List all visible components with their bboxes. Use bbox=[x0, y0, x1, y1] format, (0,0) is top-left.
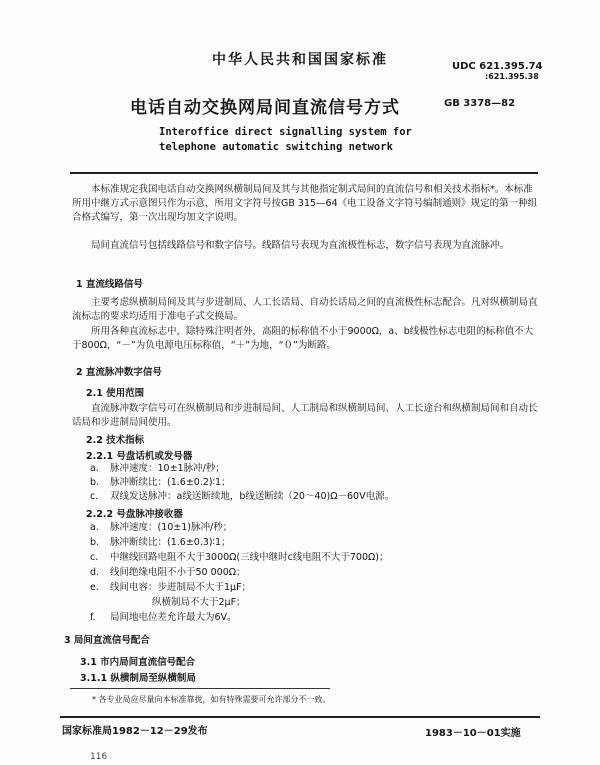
intro-paragraph-2: 局间直流信号包括线路信号和数字信号。线路信号表现为直流极性标志，数字信号表现为直流脉冲。 bbox=[91, 240, 510, 251]
list-item: e. 线间电容：步进制局不大于1μF； bbox=[90, 582, 252, 593]
pulse-receiver-list bbox=[90, 520, 530, 625]
list-item: c. 中继线回路电阻不大于3000Ω(三线中继时c线电阻不大于700Ω)； bbox=[90, 552, 389, 563]
english-title-line-2: telephone automatic switching network bbox=[159, 141, 393, 153]
document-title: 电话自动交换网局间直流信号方式 bbox=[130, 98, 400, 118]
english-title-line-1: Interoffice direct signalling system for bbox=[159, 126, 412, 138]
gb-code: GB 3378—82 bbox=[444, 98, 516, 109]
page-number: 116 bbox=[90, 752, 108, 762]
section-1-paragraph-1: 主要考虑纵横制局间及其与步进制局、人工长话局、自动长话局之间的直流极性标志配合。凡对纵横制局直流标志的要求均适用于准电子式交换局。 bbox=[72, 297, 538, 322]
list-item: b. 脉冲断续比：(1.6±0.2)∶1； bbox=[90, 477, 231, 488]
list-item: 纵横制局不大于2μF； bbox=[152, 597, 246, 608]
section-1-paragraph-2: 所用各种直流标志中，除特殊注明者外，高阻的标称值不小于9000Ω，a、b线极性标志电阻的标称值不大于800Ω，“－”为负电源电压标称值，“＋”为地，“０”为断路。 bbox=[72, 326, 534, 351]
section-2-2-1-heading: 2.2.1 号盘话机或发号器 bbox=[86, 451, 193, 462]
udc-line-1: UDC 621.395.74 bbox=[452, 61, 543, 72]
list-item: f. 局间地电位差允许最大为6V。 bbox=[90, 612, 237, 623]
section-3-1-heading: 3.1 市内局间直流信号配合 bbox=[80, 657, 196, 668]
list-item: b. 脉冲断续比：(1.6±0.3)∶1； bbox=[90, 537, 231, 548]
section-2-2-heading: 2.2 技术指标 bbox=[86, 435, 145, 446]
header-rule bbox=[70, 172, 538, 174]
section-1-heading: 1 直流线路信号 bbox=[76, 279, 143, 290]
standard-type: 中华人民共和国国家标准 bbox=[212, 52, 388, 68]
footer-rule bbox=[60, 716, 540, 718]
dial-sender-list bbox=[90, 462, 530, 504]
section-3-heading: 3 局间直流信号配合 bbox=[64, 635, 150, 646]
udc-code bbox=[452, 61, 543, 81]
list-item: c. 双线发送脉冲：a线送断续地，b线送断续（20～40)Ω－60V电源。 bbox=[90, 491, 395, 502]
section-2-2-2-heading: 2.2.2 号盘脉冲接收器 bbox=[86, 509, 183, 520]
section-2-heading: 2 直流脉冲数字信号 bbox=[76, 367, 162, 378]
footnote: * 各专业局应尽量向本标准靠拢，如有特殊需要可允许部分不一致。 bbox=[92, 695, 331, 704]
section-2-1-heading: 2.1 使用范围 bbox=[86, 388, 145, 399]
effective-date: 1983－10－01实施 bbox=[425, 728, 521, 739]
footnote-rule bbox=[70, 688, 330, 689]
issue-date: 国家标准局1982－12－29发布 bbox=[62, 726, 208, 737]
section-2-1-paragraph: 直流脉冲数字信号可在纵横制局和步进制局间、人工制局和纵横制局间、人工长途台和纵横制局间和自动长话局和步进制局间使用。 bbox=[72, 403, 538, 428]
section-3-1-1-heading: 3.1.1 纵横制局至纵横制局 bbox=[80, 673, 196, 684]
list-item: a. 脉冲速度：10±1脉冲/秒； bbox=[90, 463, 225, 474]
list-item: a. 脉冲速度：(10±1)脉冲/秒； bbox=[90, 522, 233, 533]
list-item: d. 线间绝缘电阻不小于50 000Ω； bbox=[90, 567, 246, 578]
udc-line-2: :621.395.38 bbox=[485, 72, 539, 81]
intro-paragraph-1: 本标准规定我国电话自动交换网纵横制局间及其与其他指定制式局间的直流信号和相关技术指标*。本标准所用中继方式示意图只作为示意，所用文字符号按GB 315—64《电工设备文字符号编制通则》规定的第一种组合格式编写，第一次出现均加文字说明。 bbox=[72, 184, 538, 223]
